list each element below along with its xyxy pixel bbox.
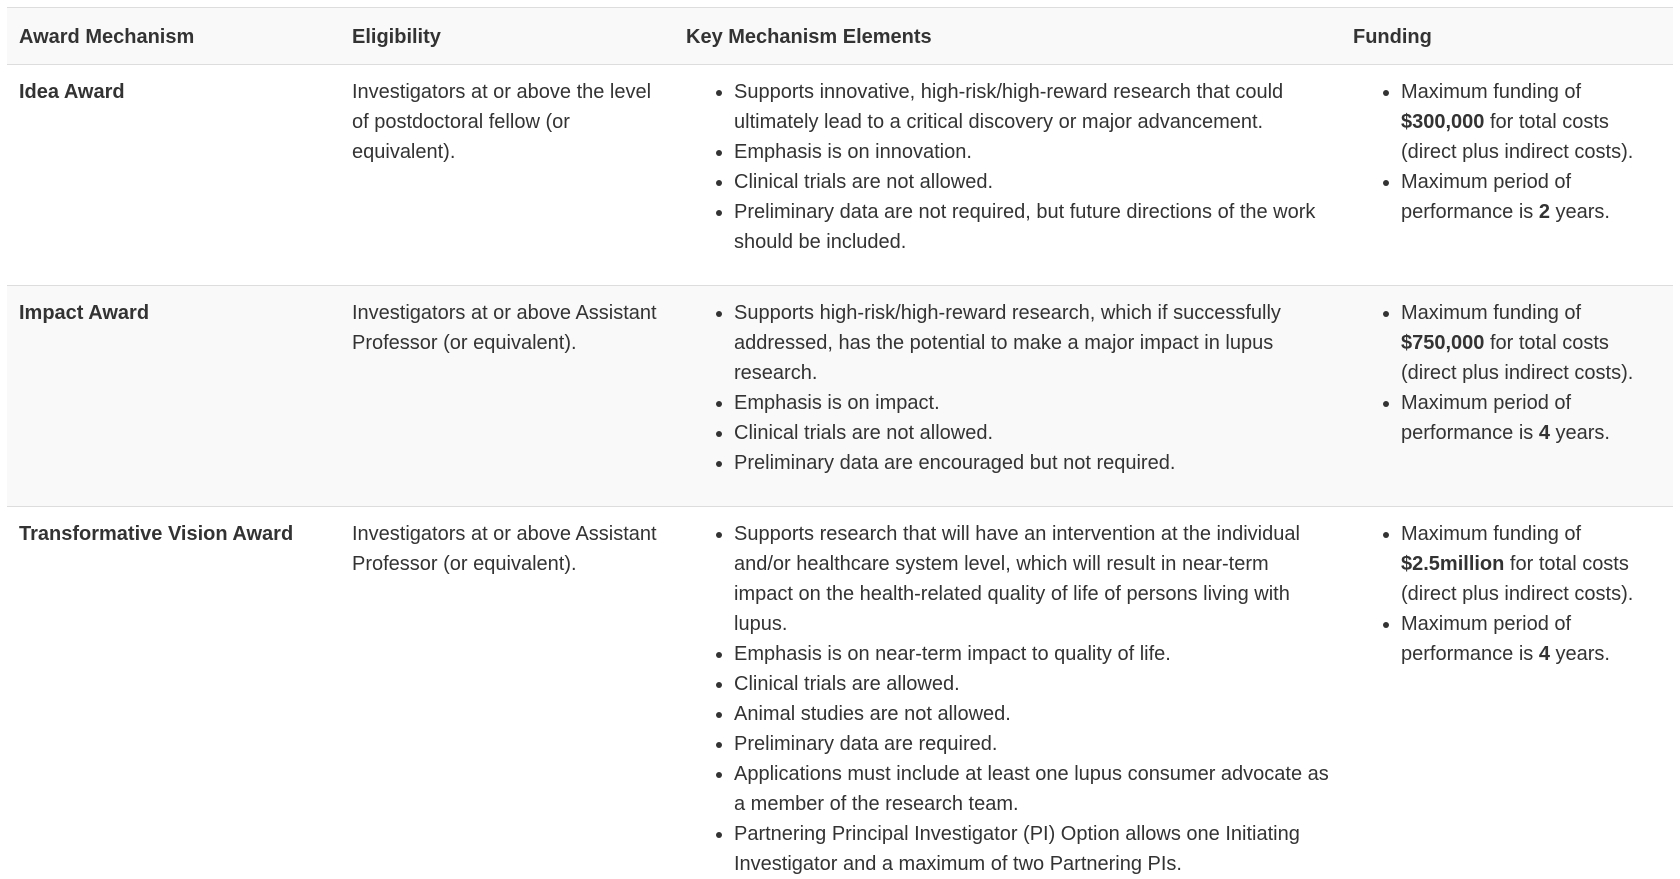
list-item: • Animal studies are not allowed. bbox=[734, 699, 1329, 729]
funding-max-suffix: for total costs (direct plus indirect costs). bbox=[1401, 111, 1634, 163]
period-prefix: Maximum period of performance is bbox=[1401, 613, 1572, 665]
cell-key-elements bbox=[674, 507, 1341, 879]
funding-max-amount: $300,000 bbox=[1401, 111, 1485, 133]
header-eligibility: Eligibility bbox=[340, 8, 674, 65]
award-name: Impact Award bbox=[19, 302, 150, 324]
list-item: • Clinical trials are not allowed. bbox=[734, 167, 1329, 197]
list-item: • Preliminary data are not required, but future directions of the work should be included. bbox=[734, 197, 1329, 257]
list-item: • Emphasis is on near-term impact to quality of life. bbox=[734, 639, 1329, 669]
list-item: • Supports innovative, high-risk/high-reward research that could ultimately lead to a critical discovery or major advancement. bbox=[734, 77, 1329, 137]
funding-list bbox=[1353, 77, 1661, 227]
list-item: • Clinical trials are allowed. bbox=[734, 669, 1329, 699]
funding-list bbox=[1353, 298, 1661, 448]
period-prefix: Maximum period of performance is bbox=[1401, 171, 1572, 223]
period-years: 4 bbox=[1538, 643, 1550, 665]
award-mechanism-table bbox=[7, 7, 1673, 879]
cell-award-mechanism bbox=[7, 65, 340, 286]
funding-list bbox=[1353, 519, 1661, 669]
period-suffix: years. bbox=[1549, 422, 1610, 444]
list-item: • Applications must include at least one lupus consumer advocate as a member of the research team. bbox=[734, 759, 1329, 819]
funding-max-amount: $2.5million bbox=[1401, 553, 1505, 575]
list-item bbox=[1401, 298, 1661, 388]
cell-key-elements bbox=[674, 65, 1341, 286]
funding-max-prefix: Maximum funding of bbox=[1401, 302, 1582, 324]
list-item: • Emphasis is on innovation. bbox=[734, 137, 1329, 167]
funding-max-prefix: Maximum funding of bbox=[1401, 523, 1582, 545]
list-item bbox=[1401, 388, 1661, 448]
period-suffix: years. bbox=[1549, 201, 1610, 223]
list-item: • Partnering Principal Investigator (PI) Option allows one Initiating Investigator and a maximum of two Partnering PIs. bbox=[734, 819, 1329, 879]
period-years: 4 bbox=[1538, 422, 1550, 444]
table-row bbox=[7, 286, 1673, 507]
list-item bbox=[1401, 519, 1661, 609]
header-award-mechanism: Award Mechanism bbox=[7, 8, 340, 65]
funding-max-suffix: for total costs (direct plus indirect costs). bbox=[1401, 553, 1634, 605]
cell-funding bbox=[1341, 65, 1673, 286]
award-name: Idea Award bbox=[19, 81, 125, 103]
cell-funding bbox=[1341, 286, 1673, 507]
period-prefix: Maximum period of performance is bbox=[1401, 392, 1572, 444]
list-item bbox=[1401, 167, 1661, 227]
funding-max-prefix: Maximum funding of bbox=[1401, 81, 1582, 103]
key-elements-list bbox=[686, 519, 1329, 879]
list-item: • Supports high-risk/high-reward research, which if successfully addressed, has the potential to make a major impact in lupus research. bbox=[734, 298, 1329, 388]
list-item: • Emphasis is on impact. bbox=[734, 388, 1329, 418]
list-item: • Supports research that will have an intervention at the individual and/or healthcare system level, which will result in near-term impact on the health-related quality of life of persons living with lupus. bbox=[734, 519, 1329, 639]
cell-award-mechanism bbox=[7, 286, 340, 507]
funding-max-amount: $750,000 bbox=[1401, 332, 1485, 354]
funding-max-suffix: for total costs (direct plus indirect costs). bbox=[1401, 332, 1634, 384]
table-header-row bbox=[7, 8, 1673, 65]
list-item: • Preliminary data are required. bbox=[734, 729, 1329, 759]
header-key-mechanism-elements: Key Mechanism Elements bbox=[674, 8, 1341, 65]
cell-award-mechanism bbox=[7, 507, 340, 879]
list-item: • Preliminary data are encouraged but not required. bbox=[734, 448, 1329, 478]
period-years: 2 bbox=[1538, 201, 1550, 223]
list-item: • Clinical trials are not allowed. bbox=[734, 418, 1329, 448]
cell-eligibility: Investigators at or above Assistant Professor (or equivalent). bbox=[352, 523, 657, 575]
list-item bbox=[1401, 609, 1661, 669]
table-row bbox=[7, 507, 1673, 879]
award-name: Transformative Vision Award bbox=[19, 523, 294, 545]
cell-key-elements bbox=[674, 286, 1341, 507]
key-elements-list bbox=[686, 298, 1329, 478]
cell-eligibility: Investigators at or above Assistant Professor (or equivalent). bbox=[340, 286, 674, 507]
key-elements-list bbox=[686, 77, 1329, 257]
cell-eligibility: Investigators at or above the level of postdoctoral fellow (or equivalent). bbox=[340, 65, 674, 286]
list-item bbox=[1401, 77, 1661, 167]
cell-funding bbox=[1341, 507, 1673, 879]
period-suffix: years. bbox=[1549, 643, 1610, 665]
table-row bbox=[7, 65, 1673, 286]
award-table-container bbox=[7, 7, 1673, 879]
header-funding: Funding bbox=[1341, 8, 1673, 65]
